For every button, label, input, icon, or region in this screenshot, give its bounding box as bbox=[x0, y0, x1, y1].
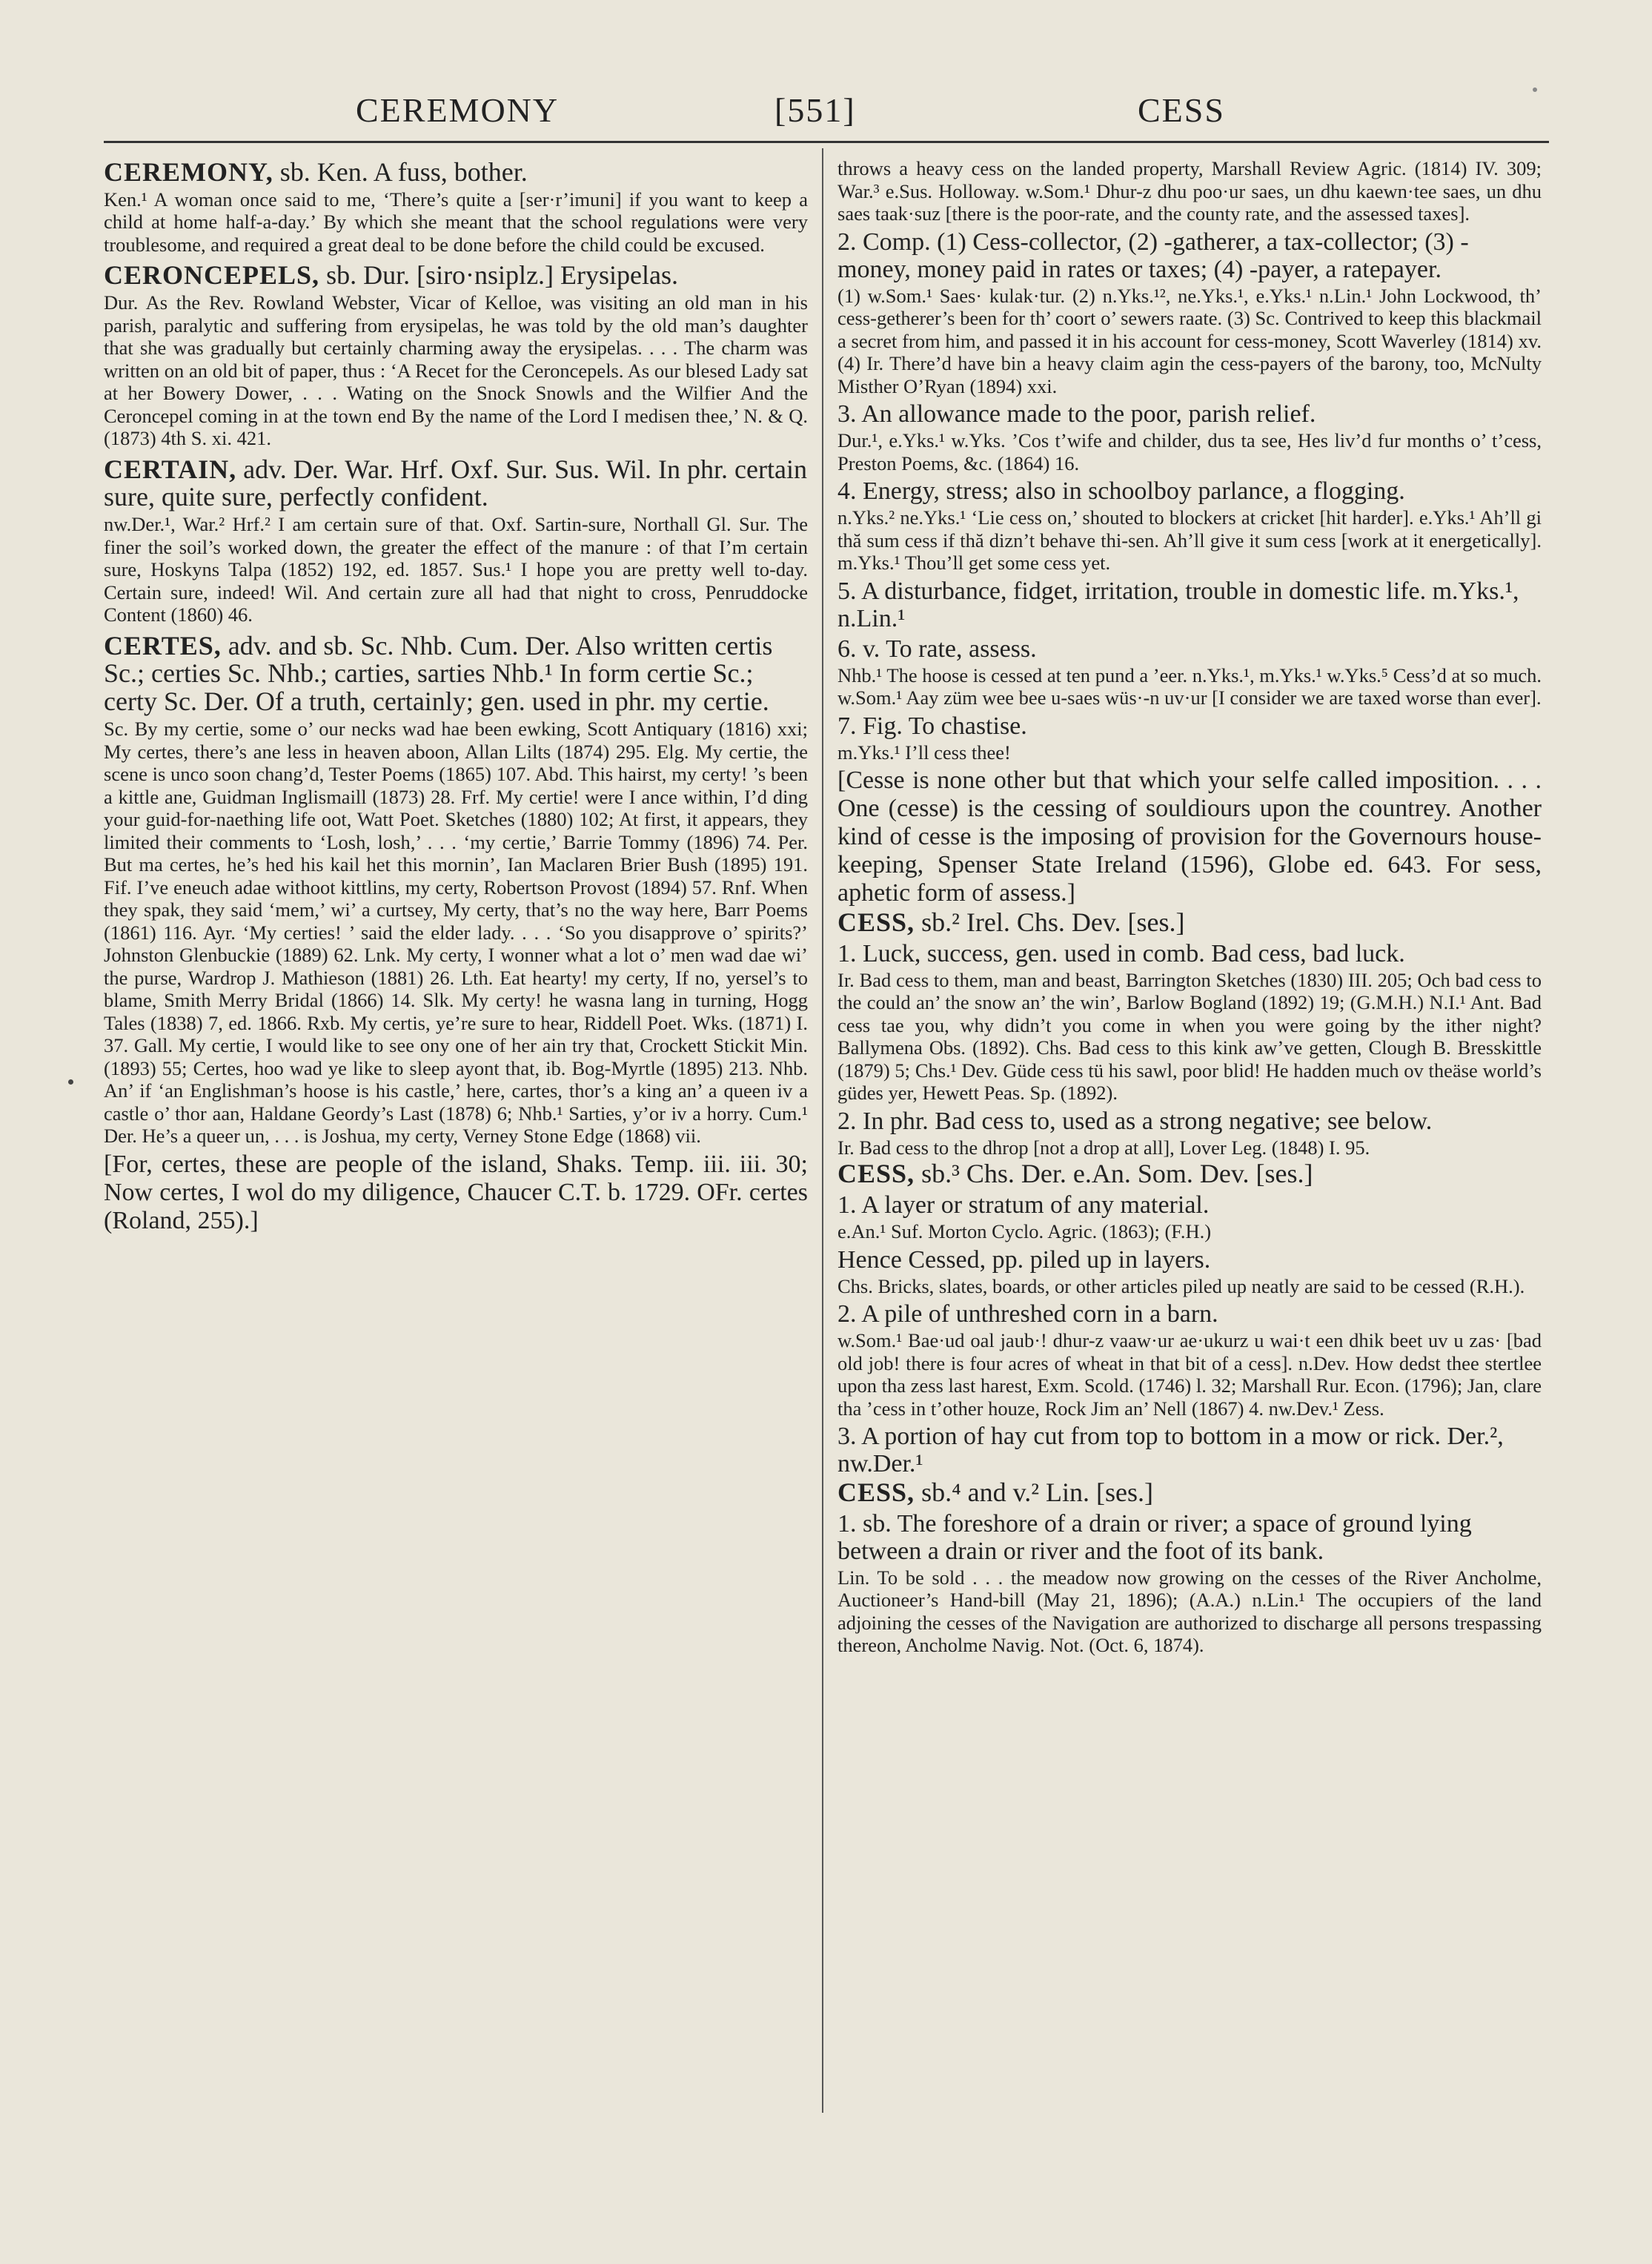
right-block: 1. A layer or stratum of any material. bbox=[837, 1191, 1210, 1219]
margin-mark bbox=[68, 1079, 73, 1085]
right-block: 1. sb. The foreshore of a drain or river; a space of ground lying between a drain or river and the foot of its bank. bbox=[837, 1509, 1472, 1565]
right-block: throws a heavy cess on the landed property, Marshall Review Agric. (1814) IV. 309; War.³ e.Sus. Holloway. w.Som.¹ Dhur-z dhu poo·ur saes, un dhu kaewn·tee saes, un dhu saes taak·suz [there is the poor-rate, and the county rate, and the assessed taxes]. bbox=[837, 157, 1542, 225]
right-block: w.Som.¹ Bae·ud oal jaub·! dhur-z vaaw·ur ae·ukurz u wai·t een dhik beet uv u zas· [bad old job! there is four acres of wheat in that bit of a cess]. n.Dev. How dedst thee stertlee upon tha zess last harest, Exm. Scold. (1746) l. 32; Marshall Rur. Econ. (1796); Jan, clare tha ’cess in t’other houze, Rock Jim an’ Nell (1867) 4. nw.Dev.¹ Zess. bbox=[837, 1329, 1542, 1420]
right-block: n.Yks.² ne.Yks.¹ ‘Lie cess on,’ shouted to blockers at cricket [hit harder]. e.Yks.¹ Ah’ll gi thă sum cess if thă dizn’t behave thi-sen. Ah’ll give it sum cess [work at it energetically]. m.Yks.¹ Thou’ll get some cess yet. bbox=[837, 506, 1542, 574]
headword-gloss: sb.⁴ and v.² Lin. [ses.] bbox=[921, 1477, 1154, 1508]
running-head bbox=[104, 90, 1549, 135]
right-block: 1. Luck, success, gen. used in comb. Bad cess, bad luck. bbox=[837, 939, 1405, 967]
right-block: e.An.¹ Suf. Morton Cyclo. Agric. (1863); (F.H.) bbox=[837, 1220, 1212, 1243]
right-block: Lin. To be sold . . . the meadow now growing on the cesses of the River Ancholme, Auctioneer’s Hand-bill (May 21, 1896); (A.A.) n.Lin.¹ The occupiers of the land adjoining the cesses of the Navigation are authorized to discharge all persons trespassing thereon, Ancholme Navig. Not. (Oct. 6, 1874). bbox=[837, 1566, 1542, 1657]
headword-gloss: sb.³ Chs. Der. e.An. Som. Dev. [ses.] bbox=[921, 1159, 1313, 1189]
entry-text: Dur. As the Rev. Rowland Webster, Vicar of Kelloe, was visiting an old man in his parish, paralytic and suffering from erysipelas, he was told by the old man’s daughter that she was gradually but certainly charming away the erysipelas. . . . The charm was written on an old bit of paper, thus : ‘A Recet for the Ceroncepels. As our blesed Lady sat at her Bowery Dower, . . . Wating on the Snock Snowls and the Wilfier And the Ceroncepel coming in at the town end By the name of the Lord I medisen thee,’ N. & Q. (1873) 4th S. xi. 421. bbox=[104, 291, 808, 450]
headword: CERTES, bbox=[104, 630, 222, 661]
right-block: Dur.¹, e.Yks.¹ w.Yks. ’Cos t’wife and childer, dus ta see, Hes liv’d fur months o’ t’cess, Preston Poems, &c. (1864) 16. bbox=[837, 429, 1542, 474]
headword-gloss: adv. Der. War. Hrf. Oxf. Sur. Sus. Wil. In phr. certain sure, quite sure, perfectly confident. bbox=[104, 454, 807, 512]
page-number: [551] bbox=[774, 91, 856, 129]
left-column bbox=[104, 157, 808, 1241]
right-block: 3. An allowance made to the poor, parish relief. bbox=[837, 400, 1316, 428]
entry-certes bbox=[104, 632, 808, 1235]
headword-gloss: sb. Ken. A fuss, bother. bbox=[279, 157, 528, 187]
running-head-left: CEREMONY bbox=[356, 91, 560, 129]
entry-text: Ken.¹ A woman once said to me, ‘There’s quite a [ser·r’imuni] if you want to keep a child at home half-a-day.’ By which she meant that the school regulations were very troublesome, and required a great deal to be done before the child could be excused. bbox=[104, 188, 808, 256]
right-block: 2. Comp. (1) Cess-collector, (2) -gatherer, a tax-collector; (3) -money, money paid in rates or taxes; (4) -payer, a ratepayer. bbox=[837, 228, 1469, 283]
header-rule bbox=[104, 141, 1549, 143]
entry-certain bbox=[104, 456, 808, 626]
right-block: 4. Energy, stress; also in schoolboy parlance, a flogging. bbox=[837, 477, 1405, 505]
right-block: [Cesse is none other but that which your selfe called imposition. . . . One (cesse) is the cessing of souldiours upon the countrey. Another kind of cesse is the imposing of provision for the Governours house-keeping, Spenser State Ireland (1596), Globe ed. 643. For sess, aphetic form of assess.] bbox=[837, 767, 1542, 907]
right-block: (1) w.Som.¹ Saes· kulak·tur. (2) n.Yks.¹², ne.Yks.¹, e.Yks.¹ n.Lin.¹ John Lockwood, th’ cess-getherer’s been for th’ coort o’ sewers raate. (3) Sc. Contrived to keep this blackmail a secret from him, and passed it in his account for cess-money, Scott Waverley (1814) xv. (4) Ir. There’d have bin a heavy claim agin the cess-payers of the barony, too, McNulty Misther O’Ryan (1894) xxi. bbox=[837, 284, 1542, 397]
right-block: Hence Cessed, pp. piled up in layers. bbox=[837, 1245, 1211, 1274]
right-block: 5. A disturbance, fidget, irritation, trouble in domestic life. m.Yks.¹, n.Lin.¹ bbox=[837, 577, 1519, 632]
right-block: 6. v. To rate, assess. bbox=[837, 635, 1037, 663]
entry-ceremony bbox=[104, 159, 808, 256]
running-head-right: CESS bbox=[1138, 91, 1225, 129]
column-rule bbox=[822, 148, 823, 2113]
headword-gloss: sb. Dur. [siro·nsiplz.] Erysipelas. bbox=[326, 260, 678, 291]
right-block: 7. Fig. To chastise. bbox=[837, 712, 1027, 740]
right-block: Ir. Bad cess to them, man and beast, Barrington Sketches (1830) III. 205; Och bad cess to the could an’ the snow an’ the win’, Barlow Bogland (1892) 19; (G.M.H.) N.I.¹ Ant. Bad cess tae you, why didn’t you come in when you were going by the ither night? Ballymena Obs. (1892). Chs. Bad cess to this kink aw’ve getten, Clough B. Bresskittle (1879) 5; Chs.¹ Dev. Güde cess tü his sawl, poor blid! He hadden much ov theäse world’s güdes yer, Hewett Peas. Sp. (1892). bbox=[837, 968, 1542, 1105]
right-block: Ir. Bad cess to the dhrop [not a drop at all], Lover Leg. (1848) I. 95. bbox=[837, 1136, 1370, 1159]
headword: CERONCEPELS, bbox=[104, 260, 320, 291]
etymology: [For, certes, these are people of the island, Shaks. Temp. iii. iii. 30; Now certes, I wol do my diligence, Chaucer C.T. b. 1729. OFr. certes (Roland, 255).] bbox=[104, 1150, 808, 1234]
entry-text: Sc. By my certie, some o’ our necks wad hae been ewking, Scott Antiquary (1816) xxi; My certes, there’s ane less in heaven aboon, Allan Lilts (1874) 295. Elg. My certie, the scene is unco soon chang’d, Tester Poems (1865) 107. Abd. This hairst, my certy! ’s been a kittle ane, Guidman Inglismaill (1873) 28. Frf. My certie! were I ance within, I’d ding your guid-for-naething life oot, Watt Poet. Sketches (1880) 102; At first, it appears, they limited their comments to ‘Losh, losh,’ . . . ‘my certie,’ Barrie Tommy (1896) 74. Per. But ma certes, he’s hed his kail het this mornin’, Ian Maclaren Brier Bush (1895) 191. Fif. I’ve eneuch adae withoot kittlins, my certy, Robertson Provost (1894) 57. Rnf. When they spak, they said ‘mem,’ wi’ a curtsey, My certy, that’s no the way here, Barr Poems (1861) 116. Ayr. ‘My certies! ’ said the elder lady. . . . ‘So you disapprove o’ spirits?’ Johnston Glenbuckie (1889) 62. Lnk. My certy, I wonner what a lot o’ men wad dae wi’ the purse, Wardrop J. Mathieson (1881) 26. Lth. Eat hearty! my certy, If no, yersel’s to blame, Smith Merry Bridal (1866) 14. Slk. My certy! he wasna lang in turning, Hogg Tales (1838) 7, ed. 1866. Rxb. My certis, ye’re sure to hear, Riddell Poet. Wks. (1871) I. 37. Gall. My certie, I would like to see ony one of her ain try that, Crockett Stickit Min. (1893) 55; Certes, hoo wad ye like to sleep ayont that, ib. Bog-Myrtle (1895) 213. Nhb. An’ if ‘an Englishman’s hoose is his castle,’ here, cartes, thor’s a king an’ a queen iv a castle o’ thor aan, Haldane Geordy’s Last (1878) 6; Nhb.¹ Sarties, y’or iv a horry. Cum.¹ Der. He’s a queer un, . . . is Joshua, my certy, Verney Stone Edge (1868) vii. bbox=[104, 718, 808, 1148]
headword: CESS, bbox=[837, 1159, 915, 1189]
headword-gloss: sb.² Irel. Chs. Dev. [ses.] bbox=[921, 907, 1185, 937]
headword: CEREMONY, bbox=[104, 157, 273, 187]
right-block: 2. A pile of unthreshed corn in a barn. bbox=[837, 1300, 1218, 1328]
right-block: Nhb.¹ The hoose is cessed at ten pund a ’eer. n.Yks.¹, m.Yks.¹ w.Yks.⁵ Cess’d at so much. w.Som.¹ Aay züm wee bee u-saes wüs·-n uv·ur [I consider we are taxed worse than ever]. bbox=[837, 663, 1542, 709]
headword: CERTAIN, bbox=[104, 454, 237, 484]
headword: CESS, bbox=[837, 1477, 915, 1508]
entry-text: nw.Der.¹, War.² Hrf.² I am certain sure of that. Oxf. Sartin-sure, Northall Gl. Sur. The finer the soil’s worked down, the greater the effect of the manure : of that I’m certain sure, Hoskyns Talpa (1852) 192, ed. 1857. Sus.¹ I hope you are pretty well to-day. Certain sure, indeed! Wil. And certain zure all had that night to cross, Penruddocke Content (1860) 46. bbox=[104, 513, 808, 626]
right-column bbox=[837, 157, 1542, 1657]
headword-gloss: adv. and sb. Sc. Nhb. Cum. Der. Also written certis Sc.; certies Sc. Nhb.; carties, sarties Nhb.¹ In form certie Sc.; certy Sc. Der. Of a truth, certainly; gen. used in phr. my certie. bbox=[104, 630, 773, 717]
right-block: 3. A portion of hay cut from top to bottom in a mow or rick. Der.², nw.Der.¹ bbox=[837, 1423, 1504, 1478]
headword: CESS, bbox=[837, 907, 915, 937]
right-block: m.Yks.¹ I’ll cess thee! bbox=[837, 741, 1011, 764]
right-block: 2. In phr. Bad cess to, used as a strong negative; see below. bbox=[837, 1107, 1433, 1135]
entry-ceroncepels bbox=[104, 262, 808, 449]
right-block: Chs. Bricks, slates, boards, or other articles piled up neatly are said to be cessed (R.H.). bbox=[837, 1274, 1525, 1297]
